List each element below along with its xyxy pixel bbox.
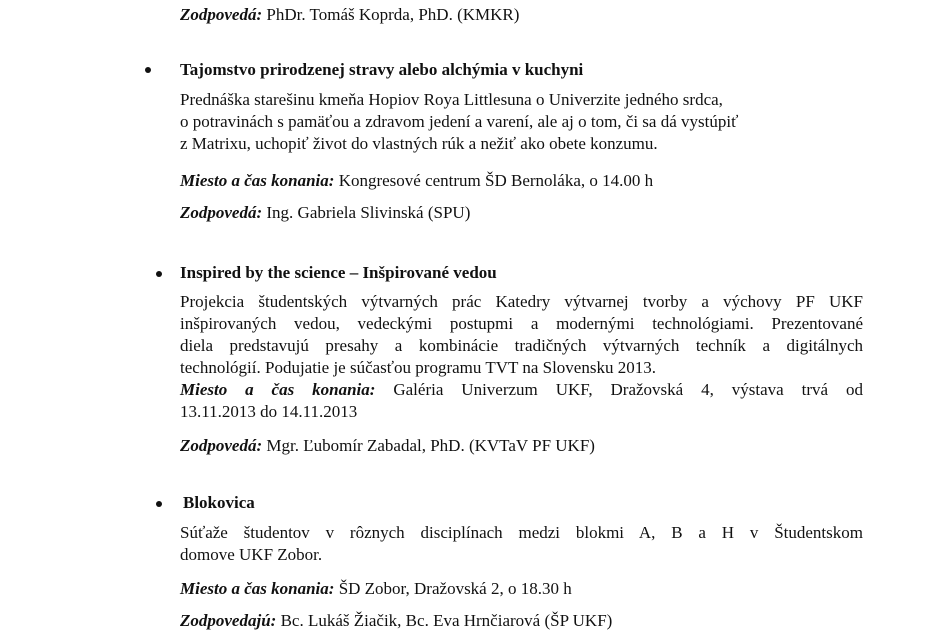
event-description-line: Súťaže študentov v rôznych disciplínach medzi blokmi A, B a H v Študentskom [180, 523, 863, 542]
bullet-icon [156, 501, 162, 507]
bullet-icon [145, 67, 151, 73]
place-text: Galéria Univerzum UKF, Dražovská 4, výstava trvá od [393, 380, 863, 399]
event-title: Blokovica [183, 493, 255, 512]
place-text: ŠD Zobor, Dražovská 2, o 18.30 h [338, 579, 572, 598]
event-description-line: technológií. Podujatie je súčasťou programu TVT na Slovensku 2013. [180, 358, 656, 377]
responsible-line [180, 437, 595, 454]
event-title: Tajomstvo prirodzenej stravy alebo alchýmia v kuchyni [180, 60, 584, 79]
responsible-label: Zodpovedá: [180, 5, 263, 24]
bullet-icon [156, 271, 162, 277]
responsible-name: Ing. Gabriela Slivinská (SPU) [266, 203, 471, 222]
event-description-line: Prednáška starešinu kmeňa Hopiov Roya Littlesuna o Univerzite jedného srdca, [180, 90, 723, 109]
responsible-name: Bc. Lukáš Žiačik, Bc. Eva Hrnčiarová (ŠP UKF) [280, 611, 613, 630]
place-text: Kongresové centrum ŠD Bernoláka, o 14.00 h [338, 171, 654, 190]
responsible-label: Zodpovedajú: [180, 611, 277, 630]
responsible-line [180, 612, 612, 629]
responsible-line [180, 6, 519, 23]
event-title: Inspired by the science – Inšpirované vedou [180, 263, 497, 282]
event-description-line: z Matrixu, uchopiť život do vlastných rúk a nežiť ako obete konzumu. [180, 134, 658, 153]
responsible-label: Zodpovedá: [180, 436, 263, 455]
place-label: Miesto a čas konania: [180, 579, 335, 598]
event-description-line: domove UKF Zobor. [180, 545, 323, 564]
place-text-continued: 13.11.2013 do 14.11.2013 [180, 402, 358, 421]
place-label: Miesto a čas konania: [180, 171, 335, 190]
place-line [180, 381, 863, 398]
event-description-line: o potravinách s pamäťou a zdravom jedení a varení, ale aj o tom, či sa dá vystúpiť [180, 112, 739, 131]
place-line [180, 580, 572, 597]
responsible-label: Zodpovedá: [180, 203, 263, 222]
event-description-line: inšpirovaných vedou, vedeckými postupmi a modernými technológiami. Prezentované [180, 314, 863, 333]
responsible-line [180, 204, 470, 221]
responsible-name: Mgr. Ľubomír Zabadal, PhD. (KVTaV PF UKF) [266, 436, 595, 455]
event-description-line: diela predstavujú presahy a kombinácie tradičných výtvarných techník a digitálnych [180, 336, 863, 355]
event-description-line: Projekcia študentských výtvarných prác Katedry výtvarnej tvorby a výchovy PF UKF [180, 292, 863, 311]
responsible-name: PhDr. Tomáš Koprda, PhD. (KMKR) [266, 5, 520, 24]
place-label: Miesto a čas konania: [180, 380, 376, 399]
place-line [180, 172, 653, 189]
